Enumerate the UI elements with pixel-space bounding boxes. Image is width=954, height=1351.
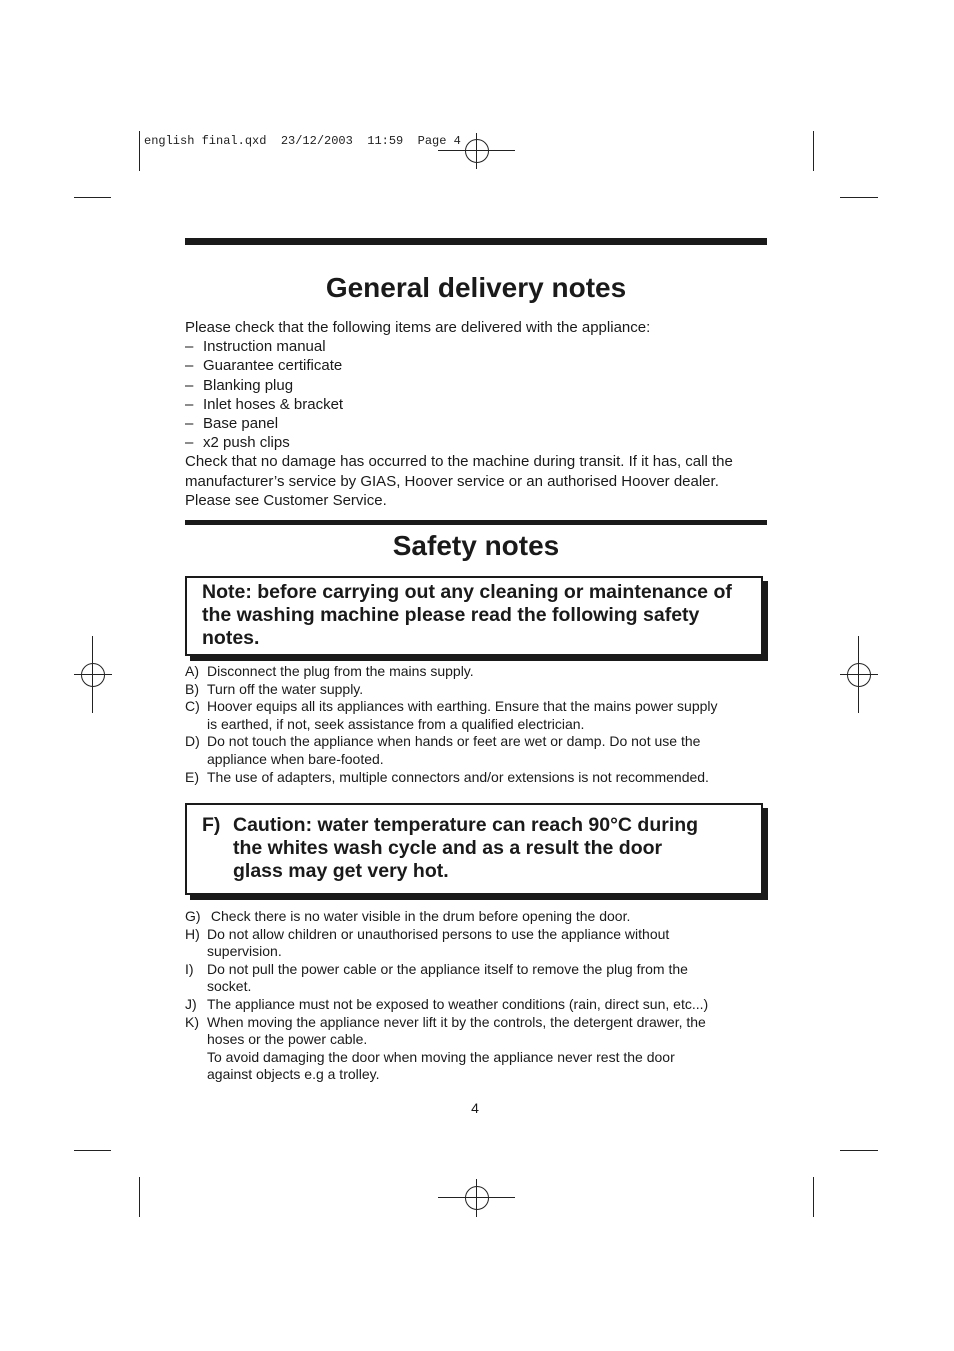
list-item-line: supervision. xyxy=(207,943,282,960)
section-rule-middle xyxy=(185,520,767,525)
caution-key: F) xyxy=(202,814,221,836)
list-item xyxy=(185,733,767,768)
delivery-items-list xyxy=(185,337,767,452)
list-item-key: J) xyxy=(185,995,197,1012)
list-item-line: Hoover equips all its appliances with earthing. Ensure that the mains power supply xyxy=(207,698,718,715)
safety-list-a-e xyxy=(185,663,767,786)
damage-paragraph: Check that no damage has occurred to the machine during transit. If it has, call the manufacturer’s service by GIAS, Hoover service or an authorised Hoover dealer. Please see Customer Service. xyxy=(185,453,733,509)
list-item-line: Check there is no water visible in the drum before opening the door. xyxy=(207,908,631,924)
list-item-key: I) xyxy=(185,960,194,977)
list-item xyxy=(185,681,767,699)
caution-line: the whites wash cycle and as a result the door xyxy=(233,837,663,859)
list-item xyxy=(185,961,767,996)
list-item-key: D) xyxy=(185,733,200,750)
list-item-line: is earthed, if not, seek assistance from a qualified electrician. xyxy=(207,715,585,732)
list-item xyxy=(185,908,767,926)
delivery-text xyxy=(185,318,767,510)
safety-title: Safety notes xyxy=(392,530,560,561)
list-item-key: E) xyxy=(185,768,199,785)
dash-bullet: – xyxy=(185,434,194,452)
caution-text xyxy=(233,814,698,883)
list-item xyxy=(185,996,767,1014)
caution-line: Caution: water temperature can reach 90°C during xyxy=(233,814,699,836)
list-item-line: Do not pull the power cable or the appliance itself to remove the plug from the xyxy=(207,960,688,977)
list-item-line: Disconnect the plug from the mains supply. xyxy=(207,663,474,679)
list-item-line: The appliance must not be exposed to weather conditions (rain, direct sun, etc...) xyxy=(207,995,709,1012)
delivery-intro: Please check that the following items are delivered with the appliance: xyxy=(185,319,651,336)
file-slug: english final.qxd 23/12/2003 11:59 Page 4 xyxy=(144,134,461,148)
delivery-item xyxy=(185,395,767,414)
caution-box xyxy=(185,803,763,895)
delivery-item-label: Guarantee certificate xyxy=(203,357,343,375)
delivery-item xyxy=(185,356,767,375)
list-item-key: K) xyxy=(185,1013,199,1030)
list-item-line: socket. xyxy=(207,978,252,995)
list-item-key: C) xyxy=(185,698,200,715)
delivery-item xyxy=(185,414,767,433)
delivery-item-label: Instruction manual xyxy=(203,338,326,356)
list-item-line: Turn off the water supply. xyxy=(207,680,364,697)
delivery-title: General delivery notes xyxy=(325,272,627,303)
list-item-line: Do not touch the appliance when hands or feet are wet or damp. Do not use the xyxy=(207,733,701,750)
delivery-item-label: Inlet hoses & bracket xyxy=(203,395,344,413)
delivery-item-label: Base panel xyxy=(203,415,279,433)
delivery-item xyxy=(185,337,767,356)
list-item-line: To avoid damaging the door when moving the appliance never rest the door xyxy=(207,1048,675,1065)
list-item xyxy=(185,698,767,733)
delivery-item xyxy=(185,376,767,395)
list-item-key: B) xyxy=(185,680,199,697)
delivery-item-label: x2 push clips xyxy=(203,434,290,452)
note-box xyxy=(185,576,763,656)
list-item xyxy=(185,1014,767,1084)
list-item xyxy=(185,769,767,787)
list-item-line: hoses or the power cable. xyxy=(207,1031,368,1048)
list-item-line: Do not allow children or unauthorised persons to use the appliance without xyxy=(207,925,670,942)
list-item-line: The use of adapters, multiple connectors and/or extensions is not recommended. xyxy=(207,768,709,785)
safety-list-g-k xyxy=(185,908,767,1084)
delivery-item xyxy=(185,433,767,452)
dash-bullet: – xyxy=(185,376,194,394)
list-item xyxy=(185,663,767,681)
note-box-text: Note: before carrying out any cleaning or maintenance of the washing machine please read the following safety notes. xyxy=(202,581,732,649)
dash-bullet: – xyxy=(185,338,194,356)
list-item-key: A) xyxy=(185,663,199,679)
section-rule-top xyxy=(185,238,767,245)
list-item xyxy=(185,926,767,961)
list-item-key: G) xyxy=(185,908,201,924)
delivery-item-label: Blanking plug xyxy=(203,376,294,394)
dash-bullet: – xyxy=(185,415,194,433)
dash-bullet: – xyxy=(185,395,194,413)
page-number: 4 xyxy=(471,1100,479,1116)
list-item-line: When moving the appliance never lift it by the controls, the detergent drawer, the xyxy=(207,1013,706,1030)
list-item-key: H) xyxy=(185,925,200,942)
dash-bullet: – xyxy=(185,357,194,375)
caution-line: glass may get very hot. xyxy=(233,860,449,882)
list-item-line: against objects e.g a trolley. xyxy=(207,1066,380,1083)
list-item-line: appliance when bare-footed. xyxy=(207,750,384,767)
